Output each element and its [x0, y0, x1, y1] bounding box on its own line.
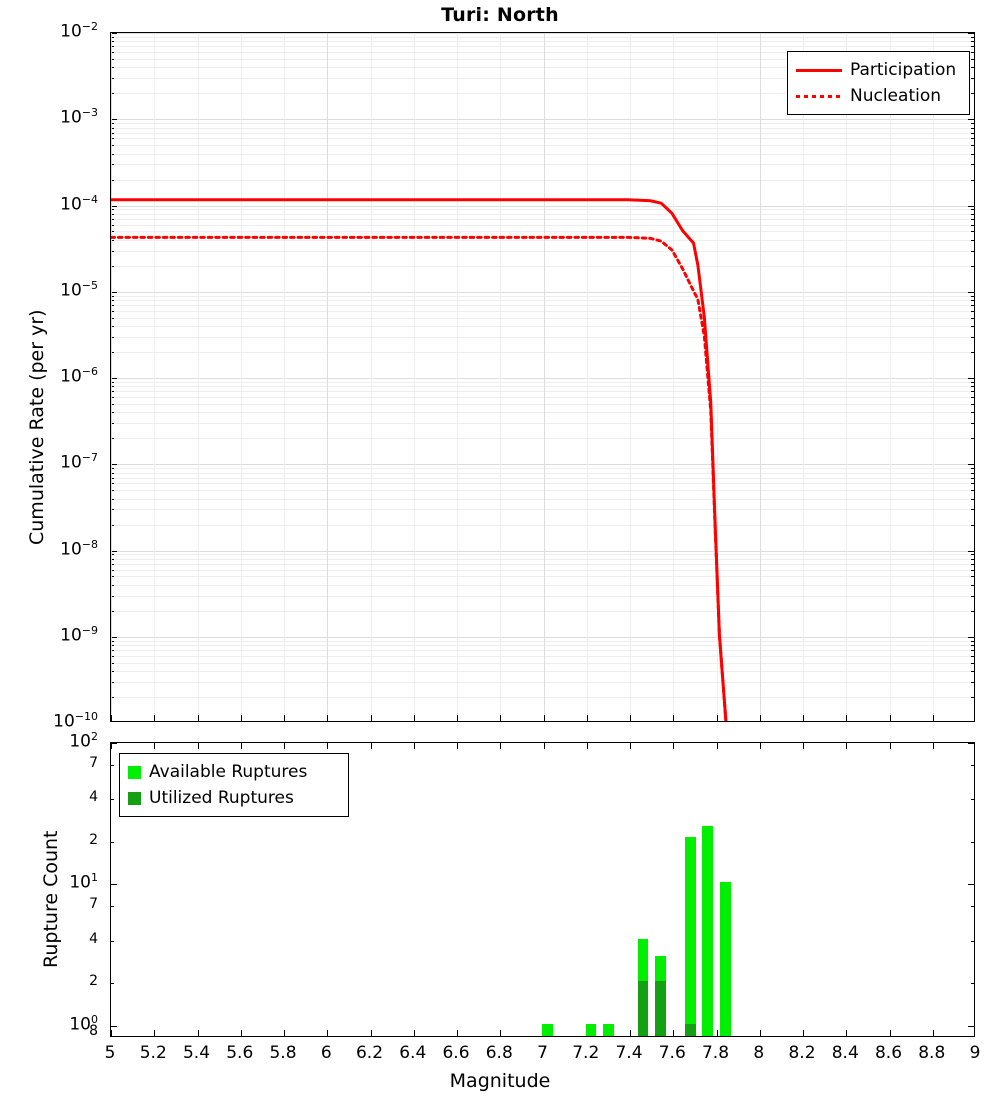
- y-tick-label: 2: [89, 973, 98, 990]
- x-tick: [154, 1030, 155, 1036]
- nucleation-curve: [111, 237, 726, 721]
- x-tick-label: 5.4: [182, 1043, 211, 1063]
- y-tick: [111, 1026, 117, 1027]
- legend-item-participation: [796, 57, 961, 83]
- x-tick-label: 5: [104, 1043, 116, 1063]
- y-tick: [111, 884, 117, 885]
- y-tick: [971, 906, 974, 907]
- available-ruptures-swatch: [128, 766, 141, 779]
- x-tick: [500, 1030, 501, 1036]
- nucleation-line-icon: [796, 88, 842, 104]
- x-tick: [630, 743, 631, 749]
- x-tick: [760, 743, 761, 749]
- y-tick: [971, 842, 974, 843]
- participation-curve: [111, 200, 726, 721]
- x-tick-label: 7.2: [572, 1043, 600, 1063]
- y-tick-label: $10^0$: [69, 1012, 98, 1035]
- x-tick: [933, 743, 934, 749]
- y-tick: [971, 941, 974, 942]
- x-tick: [717, 743, 718, 749]
- x-tick: [500, 743, 501, 749]
- y-tick-label: 4: [89, 789, 98, 806]
- legend-bottom: [119, 753, 349, 817]
- histogram-bar: [655, 981, 666, 1036]
- y-tick-label: $10^{-3}$: [60, 106, 98, 128]
- y-axis-title-top: Cumulative Rate (per yr): [26, 309, 48, 545]
- x-tick-label: 7.8: [701, 1043, 730, 1063]
- histogram-bar: [685, 837, 696, 1036]
- x-tick-label: 6.8: [485, 1043, 513, 1063]
- x-tick: [846, 1030, 847, 1036]
- x-tick-label: 8.4: [831, 1043, 859, 1063]
- legend-label: Participation: [850, 60, 957, 80]
- y-tick: [111, 765, 114, 766]
- x-tick: [154, 743, 155, 749]
- y-tick: [111, 799, 114, 800]
- x-tick: [241, 1030, 242, 1036]
- y-tick-label: $10^{-6}$: [60, 365, 98, 387]
- x-tick: [241, 743, 242, 749]
- x-tick: [371, 1030, 372, 1036]
- x-tick: [760, 1030, 761, 1036]
- x-tick: [846, 743, 847, 749]
- utilized-ruptures-swatch: [128, 792, 141, 805]
- x-tick: [803, 1030, 804, 1036]
- legend-item-available-ruptures: [128, 759, 340, 785]
- y-tick-label: $10^{-9}$: [60, 623, 98, 646]
- histogram-bar: [720, 882, 731, 1036]
- y-tick-label: $10^{-5}$: [60, 278, 98, 301]
- x-axis-title: Magnitude: [449, 1070, 551, 1092]
- x-tick-label: 5.2: [139, 1043, 167, 1063]
- x-tick-label: 7.6: [658, 1043, 686, 1063]
- x-tick-label: 5.6: [226, 1043, 254, 1063]
- y-tick: [971, 799, 974, 800]
- page-title: Turi: North: [441, 4, 559, 26]
- y-tick-label: $10^{-7}$: [60, 451, 98, 473]
- legend-label: Nucleation: [850, 86, 942, 106]
- x-tick: [803, 743, 804, 749]
- histogram-bar: [542, 1024, 553, 1036]
- y-tick: [111, 743, 117, 744]
- x-tick: [890, 1030, 891, 1036]
- histogram-bar: [685, 1024, 696, 1036]
- x-tick: [630, 1030, 631, 1036]
- legend-label: Available Ruptures: [149, 762, 308, 782]
- x-tick-label: 8.6: [874, 1043, 903, 1063]
- x-tick-label: 7.4: [615, 1043, 643, 1063]
- y-tick: [968, 884, 974, 885]
- x-tick-label: 9: [969, 1043, 981, 1063]
- y-tick-label: 7: [89, 754, 98, 771]
- histogram-bar: [603, 1024, 614, 1036]
- legend-top: [787, 51, 970, 115]
- x-tick: [198, 1030, 199, 1036]
- x-tick: [717, 1030, 718, 1036]
- y-tick-label: $10^{-8}$: [60, 537, 98, 560]
- x-tick: [673, 1030, 674, 1036]
- y-tick: [111, 906, 114, 907]
- histogram-bar: [702, 826, 713, 1036]
- x-tick: [371, 743, 372, 749]
- x-tick: [587, 743, 588, 749]
- x-tick-label: 6.4: [399, 1043, 427, 1063]
- y-tick: [111, 842, 114, 843]
- x-tick: [457, 1030, 458, 1036]
- y-tick: [111, 941, 114, 942]
- x-tick: [284, 743, 285, 749]
- x-tick: [933, 1030, 934, 1036]
- histogram-bar: [638, 981, 649, 1036]
- cumulative-rate-plot: [110, 32, 975, 722]
- x-tick-label: 5.8: [269, 1043, 297, 1063]
- x-tick-label: 6.2: [355, 1043, 384, 1063]
- y-tick-label: $10^{-2}$: [60, 20, 98, 42]
- y-tick-label: $10^{-4}$: [60, 192, 98, 215]
- y-tick: [968, 1026, 974, 1027]
- x-tick: [327, 1030, 328, 1036]
- histogram-bar: [586, 1024, 597, 1036]
- y-tick: [971, 983, 974, 984]
- y-axis-title-bottom: Rupture Count: [40, 830, 62, 968]
- legend-item-nucleation: [796, 83, 961, 109]
- x-tick: [673, 743, 674, 749]
- mfd-curves: [111, 33, 974, 721]
- legend-item-utilized-ruptures: [128, 785, 340, 811]
- y-tick-label: 7: [89, 896, 98, 913]
- y-tick-label: $10^{-10}$: [53, 710, 98, 732]
- y-tick-label: $10^1$: [69, 871, 98, 894]
- x-tick-label: 6: [320, 1043, 332, 1063]
- legend-label: Utilized Ruptures: [149, 788, 294, 808]
- x-tick: [544, 743, 545, 749]
- x-tick: [414, 743, 415, 749]
- x-tick: [414, 1030, 415, 1036]
- x-tick-label: 8.8: [918, 1043, 946, 1063]
- x-tick-label: 8.2: [788, 1043, 816, 1063]
- y-tick: [971, 765, 974, 766]
- participation-line-icon: [796, 62, 842, 78]
- x-tick: [327, 743, 328, 749]
- y-tick-label: 2: [89, 831, 98, 848]
- y-tick-label: 4: [89, 930, 98, 947]
- y-tick-label: $10^2$: [69, 730, 98, 752]
- y-tick-label: 8: [89, 1023, 98, 1039]
- x-tick-label: 7: [537, 1043, 548, 1063]
- y-tick: [968, 743, 974, 744]
- x-tick-label: 8: [753, 1043, 765, 1063]
- x-tick: [111, 1030, 112, 1036]
- x-tick: [457, 743, 458, 749]
- x-tick-label: 6.6: [442, 1043, 470, 1063]
- y-tick: [111, 983, 114, 984]
- x-tick: [284, 1030, 285, 1036]
- x-tick: [198, 743, 199, 749]
- rupture-count-plot: [110, 742, 975, 1037]
- x-tick: [890, 743, 891, 749]
